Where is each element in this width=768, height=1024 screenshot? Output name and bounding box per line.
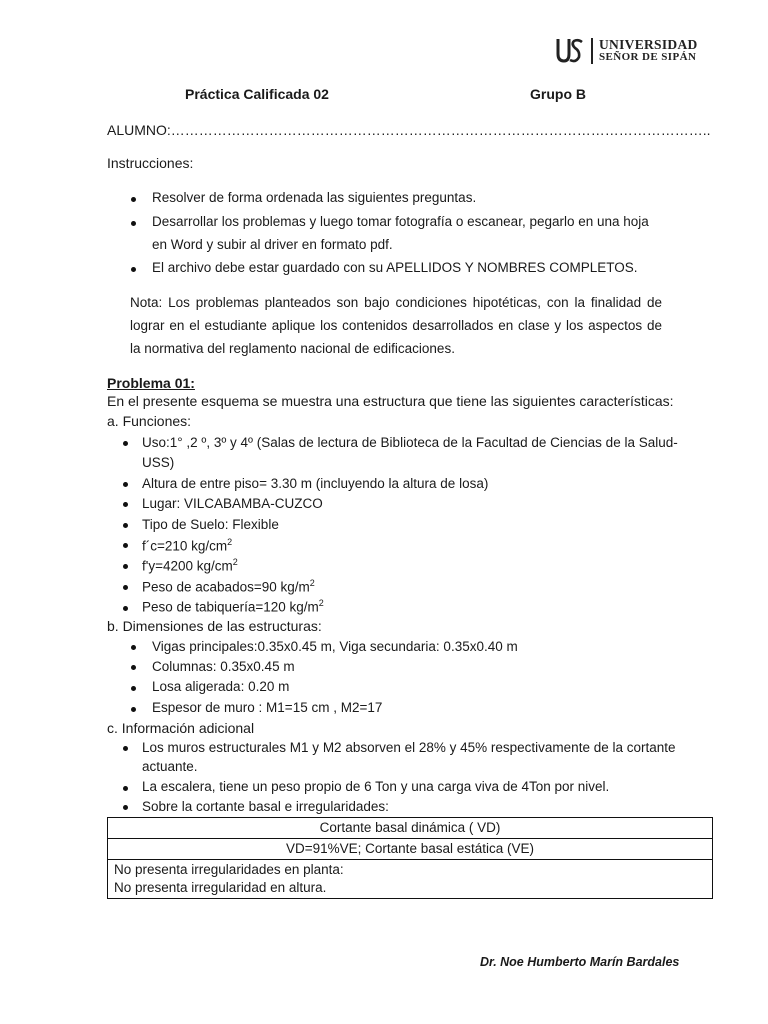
cortante-table xyxy=(107,817,713,899)
note-paragraph: Nota: Los problemas planteados son bajo condiciones hipotéticas, con la finalidad de lograr en el estudiante aplique los contenidos desarrollados en clase y los aspectos de la normativa del reglamento nacional de edificaciones. xyxy=(130,295,662,356)
table-cell-line: No presenta irregularidades en planta: xyxy=(114,862,344,877)
table-row xyxy=(108,860,713,899)
bullet-icon xyxy=(123,523,128,528)
table-row xyxy=(108,839,713,860)
bullet-icon xyxy=(131,267,136,272)
bullet-icon xyxy=(123,585,128,590)
c-item-cortante: Sobre la cortante basal e irregularidades: xyxy=(142,799,389,814)
a-item-fc xyxy=(142,537,232,554)
a-item-altura: Altura de entre piso= 3.30 m (incluyendo la altura de losa) xyxy=(142,476,489,491)
superscript: 2 xyxy=(309,578,315,588)
bullet-icon xyxy=(131,197,136,202)
table-cell xyxy=(108,860,713,899)
b-item-columnas: Columnas: 0.35x0.45 m xyxy=(152,659,295,674)
logo-text xyxy=(599,38,698,64)
table-row xyxy=(108,818,713,839)
problem-intro: En el presente esquema se muestra una estructura que tiene las siguientes características: xyxy=(107,393,674,409)
logo-line2: SEÑOR DE SIPÁN xyxy=(599,51,697,63)
a-item-lugar: Lugar: VILCABAMBA-CUZCO xyxy=(142,496,323,511)
group-label: Grupo B xyxy=(530,86,586,102)
section-c-heading: c. Información adicional xyxy=(107,720,255,736)
table-cell: VD=91%VE; Cortante basal estática (VE) xyxy=(108,839,713,860)
university-logo xyxy=(555,36,698,66)
table-cell-line: No presenta irregularidad en altura. xyxy=(114,880,327,895)
bullet-icon xyxy=(123,502,128,507)
bullet-icon xyxy=(131,645,136,650)
c-item-muros: Los muros estructurales M1 y M2 absorven el 28% y 45% respectivamente de la cortante xyxy=(142,740,676,755)
bullet-icon xyxy=(131,707,136,712)
instruction-2-cont: en Word y subir al driver en formato pdf. xyxy=(152,237,393,252)
uss-logo-icon xyxy=(555,36,585,66)
bullet-icon xyxy=(123,805,128,810)
bullet-icon xyxy=(131,665,136,670)
bullet-icon xyxy=(123,786,128,791)
bullet-icon xyxy=(131,686,136,691)
superscript: 2 xyxy=(227,537,233,547)
bullet-icon xyxy=(123,543,128,548)
b-item-muro: Espesor de muro : M1=15 cm , M2=17 xyxy=(152,700,383,715)
logo-line1: UNIVERSIDAD xyxy=(599,37,698,52)
bullet-icon xyxy=(131,221,136,226)
a-item-acabados-text: Peso de acabados=90 kg/m xyxy=(142,579,310,595)
bullet-icon xyxy=(123,564,128,569)
a-item-acabados xyxy=(142,578,315,595)
superscript: 2 xyxy=(232,557,238,567)
a-item-fy xyxy=(142,557,238,574)
bullet-icon xyxy=(123,441,128,446)
instruction-2: Desarrollar los problemas y luego tomar fotografía o escanear, pegarlo en una hoja xyxy=(152,214,649,229)
c-item-muros-cont: actuante. xyxy=(142,759,198,774)
instruction-1: Resolver de forma ordenada las siguientes preguntas. xyxy=(152,190,477,205)
superscript: 2 xyxy=(318,598,324,608)
a-item-fc-text: f´c=210 kg/cm xyxy=(142,538,228,554)
a-item-uso: Uso:1° ,2 º, 3º y 4º (Salas de lectura de Biblioteca de la Facultad de Ciencias de la Salud- xyxy=(142,435,678,450)
a-item-uso-cont: USS) xyxy=(142,455,175,470)
problem-title: Problema 01: xyxy=(107,375,195,391)
section-b-heading: b. Dimensiones de las estructuras: xyxy=(107,618,322,634)
student-name-line: ALUMNO:…………………………………………………………………………………………………….. xyxy=(107,122,711,138)
bullet-icon xyxy=(123,746,128,751)
a-item-tabiqueria xyxy=(142,598,324,615)
bullet-icon xyxy=(123,482,128,487)
table-cell: Cortante basal dinámica ( VD) xyxy=(108,818,713,839)
instruction-3: El archivo debe estar guardado con su APELLIDOS Y NOMBRES COMPLETOS. xyxy=(152,260,638,275)
a-item-suelo: Tipo de Suelo: Flexible xyxy=(142,517,279,532)
a-item-fy-text: f'y=4200 kg/cm xyxy=(142,558,233,574)
logo-divider xyxy=(591,38,593,64)
page-title: Práctica Calificada 02 xyxy=(185,86,329,102)
bullet-icon xyxy=(123,606,128,611)
instructions-heading: Instrucciones: xyxy=(107,155,194,171)
b-item-vigas: Vigas principales:0.35x0.45 m, Viga secundaria: 0.35x0.40 m xyxy=(152,639,518,654)
section-a-heading: a. Funciones: xyxy=(107,413,192,429)
author-signature: Dr. Noe Humberto Marín Bardales xyxy=(480,955,680,969)
a-item-tabiqueria-text: Peso de tabiquería=120 kg/m xyxy=(142,599,319,615)
c-item-escalera: La escalera, tiene un peso propio de 6 Ton y una carga viva de 4Ton por nivel. xyxy=(142,779,610,794)
b-item-losa: Losa aligerada: 0.20 m xyxy=(152,679,290,694)
